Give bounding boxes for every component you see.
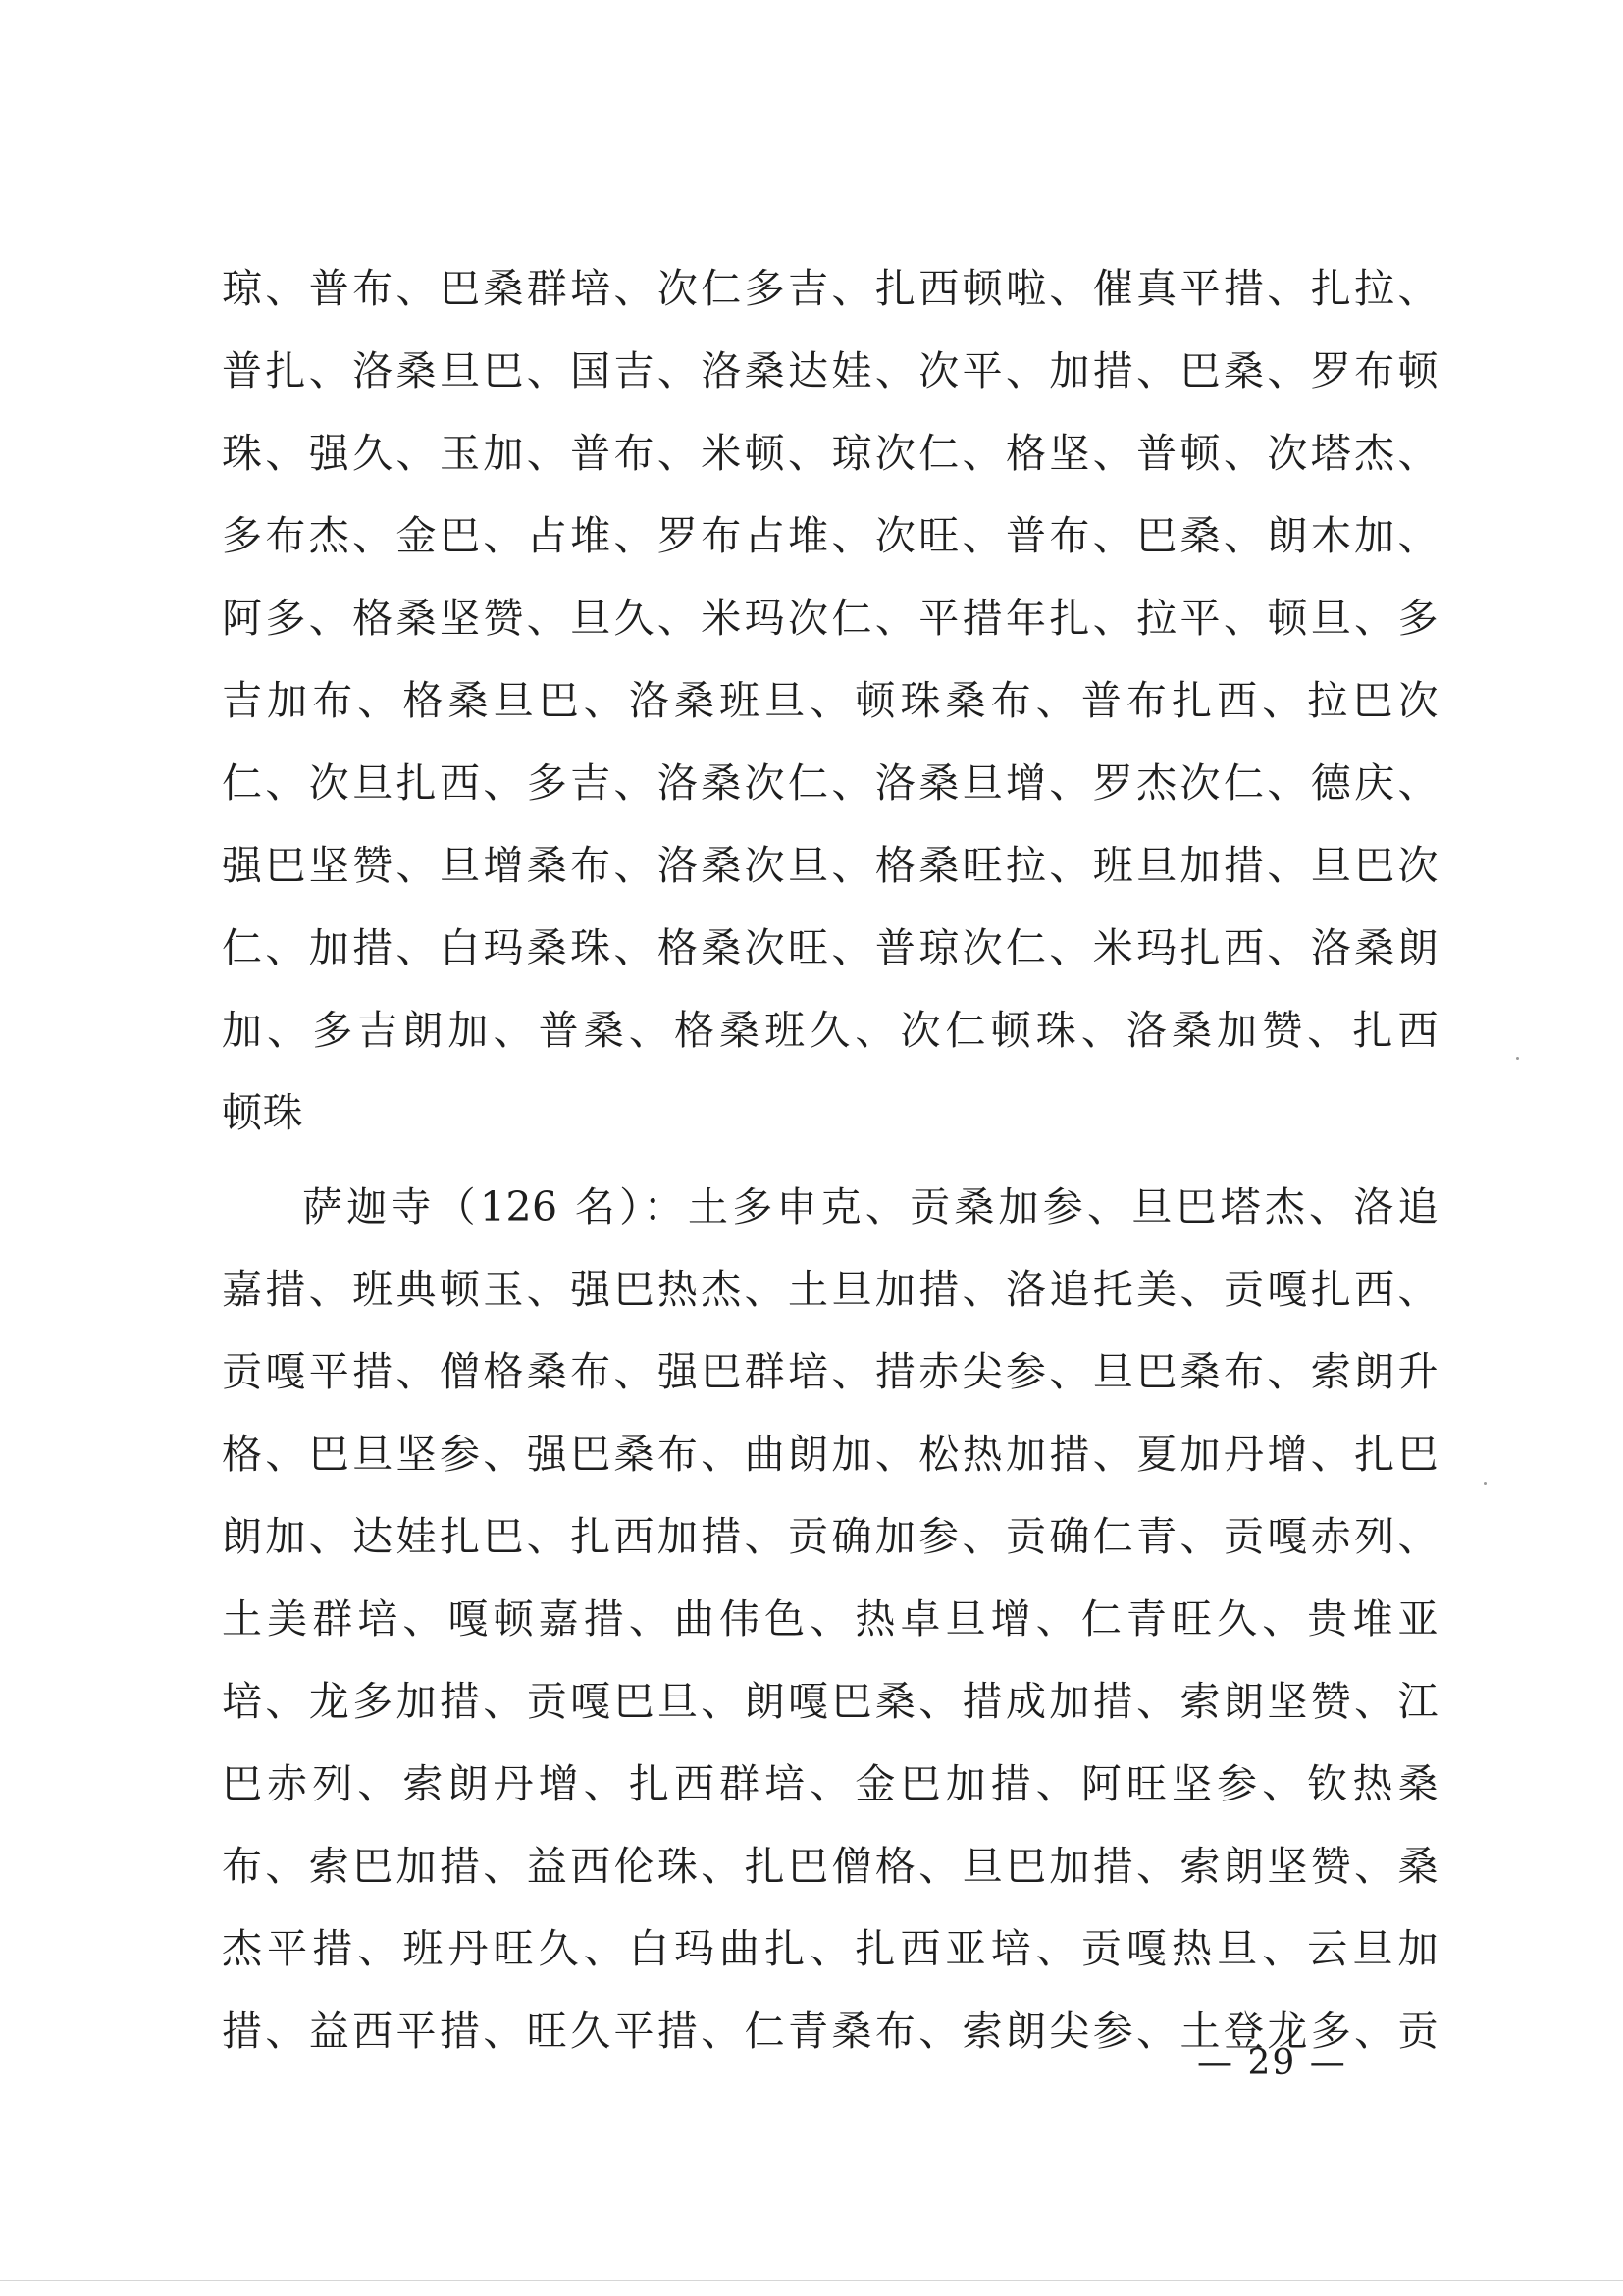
- text-line: 布、索巴加措、益西伦珠、扎巴僧格、旦巴加措、索朗坚赞、桑: [222, 1843, 1439, 1890]
- text-line: 贡嘎平措、僧格桑布、强巴群培、措赤尖参、旦巴桑布、索朗升: [222, 1348, 1439, 1395]
- text-line: 吉加布、格桑旦巴、洛桑班旦、顿珠桑布、普布扎西、拉巴次: [222, 677, 1439, 724]
- page-number: — 29 —: [1197, 2043, 1347, 2083]
- text-line: 培、龙多加措、贡嘎巴旦、朗嘎巴桑、措成加措、索朗坚赞、江: [222, 1678, 1439, 1725]
- text-line: 珠、强久、玉加、普布、米顿、琼次仁、格坚、普顿、次塔杰、: [222, 430, 1439, 477]
- scan-speck: [1516, 1057, 1519, 1060]
- text-line: 土美群培、嘎顿嘉措、曲伟色、热卓旦增、仁青旺久、贵堆亚: [222, 1595, 1439, 1643]
- text-line: 格、巴旦坚参、强巴桑布、曲朗加、松热加措、夏加丹增、扎巴: [222, 1431, 1439, 1478]
- text-line: 仁、次旦扎西、多吉、洛桑次仁、洛桑旦增、罗杰次仁、德庆、: [222, 759, 1439, 807]
- scan-speck: [1484, 1482, 1487, 1485]
- text-line: 措、益西平措、旺久平措、仁青桑布、索朗尖参、土登龙多、贡: [222, 2008, 1439, 2055]
- text-line: 朗加、达娃扎巴、扎西加措、贡确加参、贡确仁青、贡嘎赤列、: [222, 1513, 1439, 1560]
- paragraph-gap: [222, 1154, 1439, 1166]
- text-line: 巴赤列、索朗丹增、扎西群培、金巴加措、阿旺坚参、钦热桑: [222, 1760, 1439, 1807]
- text-line: 强巴坚赞、旦增桑布、洛桑次旦、格桑旺拉、班旦加措、旦巴次: [222, 842, 1439, 889]
- scan-edge-line: [0, 2280, 1623, 2281]
- text-line: 琼、普布、巴桑群培、次仁多吉、扎西顿啦、催真平措、扎拉、: [222, 265, 1439, 312]
- text-line: 加、多吉朗加、普桑、格桑班久、次仁顿珠、洛桑加赞、扎西: [222, 1007, 1439, 1054]
- text-line: 普扎、洛桑旦巴、国吉、洛桑达娃、次平、加措、巴桑、罗布顿: [222, 347, 1439, 394]
- text-line: 顿珠: [222, 1089, 303, 1136]
- text-line: 多布杰、金巴、占堆、罗布占堆、次旺、普布、巴桑、朗木加、: [222, 512, 1439, 559]
- text-line: 仁、加措、白玛桑珠、格桑次旺、普琼次仁、米玛扎西、洛桑朗: [222, 924, 1439, 971]
- sakya-monastery-paragraph: [222, 1166, 1439, 2072]
- text-line: 杰平措、班丹旺久、白玛曲扎、扎西亚培、贡嘎热旦、云旦加: [222, 1925, 1439, 1972]
- body-text: [222, 247, 1439, 2072]
- paragraph-first-line: 萨迦寺（126 名）：土多申克、贡桑加参、旦巴塔杰、洛追: [302, 1183, 1439, 1230]
- text-line: 嘉措、班典顿玉、强巴热杰、土旦加措、洛追托美、贡嘎扎西、: [222, 1266, 1439, 1313]
- text-line: 阿多、格桑坚赞、旦久、米玛次仁、平措年扎、拉平、顿旦、多: [222, 595, 1439, 642]
- name-list-paragraph: [222, 247, 1439, 1154]
